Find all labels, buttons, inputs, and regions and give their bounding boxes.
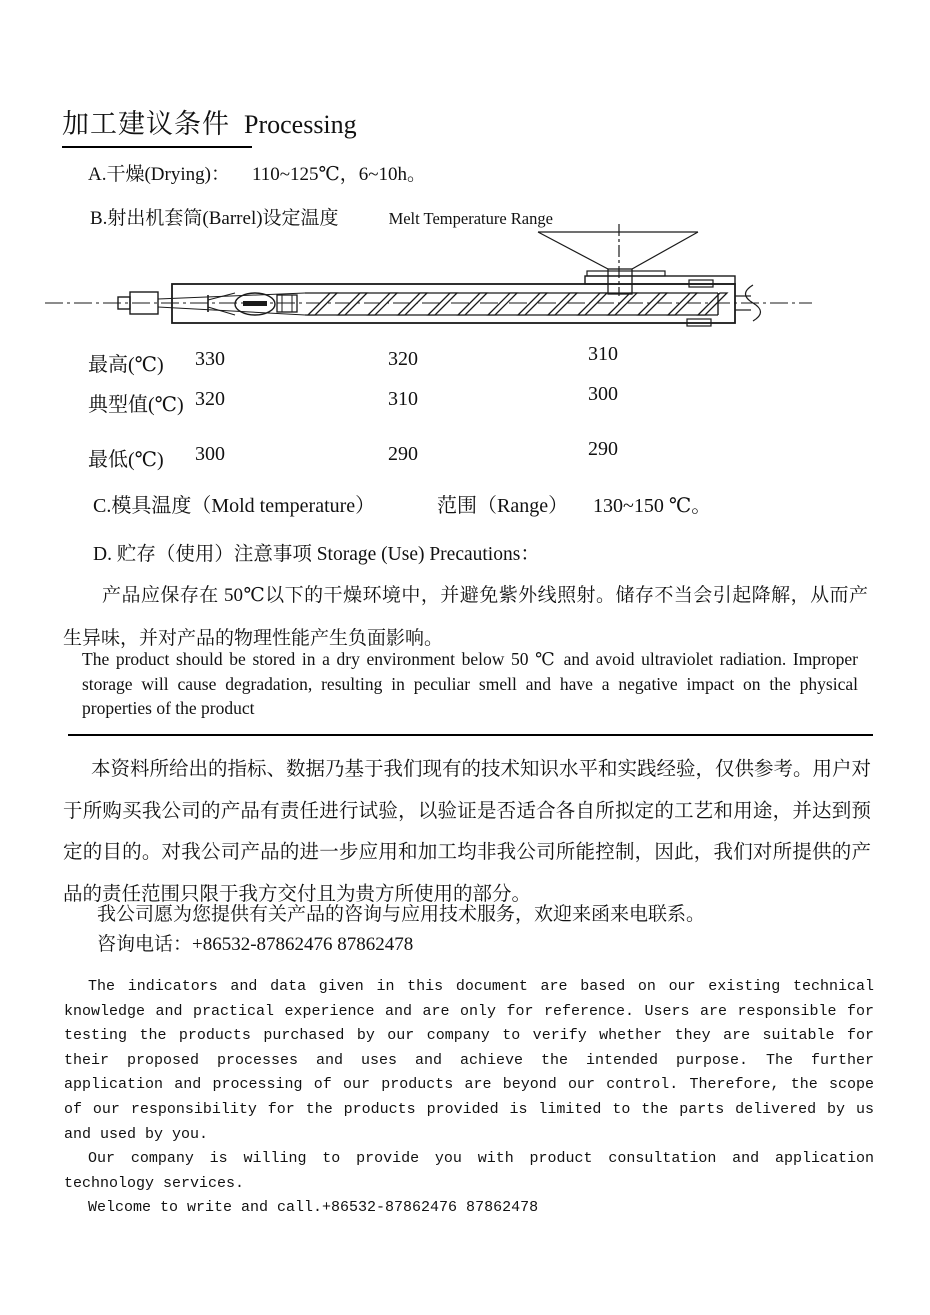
temp-max-zone1: 330 xyxy=(195,348,225,370)
section-a-label: A.干燥(Drying)： xyxy=(88,164,230,185)
screw-flight xyxy=(608,293,637,315)
section-c-range-label: 范围（Range） xyxy=(437,495,569,517)
phone-line-cn: 咨询电话：+86532-87862476 87862478 xyxy=(97,934,414,955)
section-b-label-cn: B.射出机套筒(Barrel)设定温度 xyxy=(90,208,339,229)
hopper-throat xyxy=(608,269,632,294)
contact-line-en: Welcome to write and call.+86532-87862476 87862478 xyxy=(88,1199,539,1217)
screw-flight xyxy=(368,293,397,315)
hopper-right-slant xyxy=(632,232,698,269)
horizontal-divider xyxy=(68,734,873,736)
section-a-value: 110~125℃，6~10h。 xyxy=(251,164,427,185)
disclaimer-paragraph-en: The indicators and data given in this document are based on our existing technical knowledge and practical experience and are only for reference. Users are responsible for testing the products purchased by our company to verify whether they are suitable for their proposed processes and uses and achieve the intended purpose. The further application and processing of our products are beyond our control. Therefore, the scope of our responsibility for the products provided is limited to the parts delivered by us and used by you. xyxy=(64,978,874,1143)
barrel-schematic-svg xyxy=(40,224,820,349)
screw-flight xyxy=(698,293,727,315)
temp-min-zone1: 300 xyxy=(195,443,225,465)
page-title-en: Processing xyxy=(244,110,357,139)
section-a-drying xyxy=(88,159,426,186)
screw-flights xyxy=(308,293,727,315)
temp-row-typical-label: 典型值(℃) xyxy=(88,394,184,416)
disclaimer-block-en xyxy=(64,975,874,1221)
temp-typical-zone3: 300 xyxy=(588,383,618,405)
section-c-range-value: 130~150 ℃。 xyxy=(593,495,712,517)
temp-typical-zone2: 310 xyxy=(388,388,418,410)
screw-flight xyxy=(398,293,427,315)
screw-flight xyxy=(578,293,607,315)
temp-row-min-label: 最低(℃) xyxy=(88,449,164,471)
feed-plate xyxy=(587,271,665,276)
temp-min-zone3: 290 xyxy=(588,438,618,460)
temp-max-zone2: 320 xyxy=(388,348,418,370)
hopper-left-slant xyxy=(538,232,608,269)
section-d-storage-heading: D. 贮存（使用）注意事项 Storage (Use) Precautions： xyxy=(93,544,540,565)
section-b-label-en: Melt Temperature Range xyxy=(388,209,553,228)
temp-typical-zone1: 320 xyxy=(195,388,225,410)
section-c-mold-temp-label: C.模具温度（Mold temperature） xyxy=(93,495,376,517)
temp-row-max-label: 最高(℃) xyxy=(88,354,164,376)
temp-min-zone2: 290 xyxy=(388,443,418,465)
service-line-cn: 我公司愿为您提供有关产品的咨询与应用技术服务，欢迎来函来电联系。 xyxy=(97,904,706,925)
storage-paragraph-en: The product should be stored in a dry environment below 50 ℃ and avoid ultraviolet radiation. Improper storage will cause degradation, resulting in peculiar smell and have a negative impact on the physical properties of the product xyxy=(82,649,858,718)
screw-flight xyxy=(668,293,697,315)
temp-max-zone3: 310 xyxy=(588,343,618,365)
screw-flight xyxy=(488,293,517,315)
screw-flight xyxy=(638,293,667,315)
screw-flight xyxy=(458,293,487,315)
page-title xyxy=(62,102,357,141)
screw-flight xyxy=(308,293,337,315)
screw-flight xyxy=(428,293,457,315)
screw-flight xyxy=(338,293,367,315)
screw-flight xyxy=(548,293,577,315)
check-ring-bar xyxy=(243,301,267,306)
page-title-cn: 加工建议条件 xyxy=(62,109,252,148)
injection-barrel-diagram xyxy=(40,224,820,349)
screw-flight xyxy=(518,293,547,315)
storage-paragraph-cn: 产品应保存在 50℃以下的干燥环境中，并避免紫外线照射。储存不当会引起降解，从而产生异味，并对产品的物理性能产生负面影响。 xyxy=(63,585,868,649)
disclaimer-paragraph-cn: 本资料所给出的指标、数据乃基于我们现有的技术知识水平和实践经验，仅供参考。用户对于所购买我公司的产品有责任进行试验，以验证是否适合各自所拟定的工艺和用途，并达到预定的目的。对我公司产品的进一步应用和加工均非我公司所能控制，因此，我们对所提供的产品的责任范围只限于我方交付且为贵方所使用的部分。 xyxy=(63,759,872,905)
service-line-en: Our company is willing to provide you with product consultation and application technology services. xyxy=(64,1150,874,1192)
